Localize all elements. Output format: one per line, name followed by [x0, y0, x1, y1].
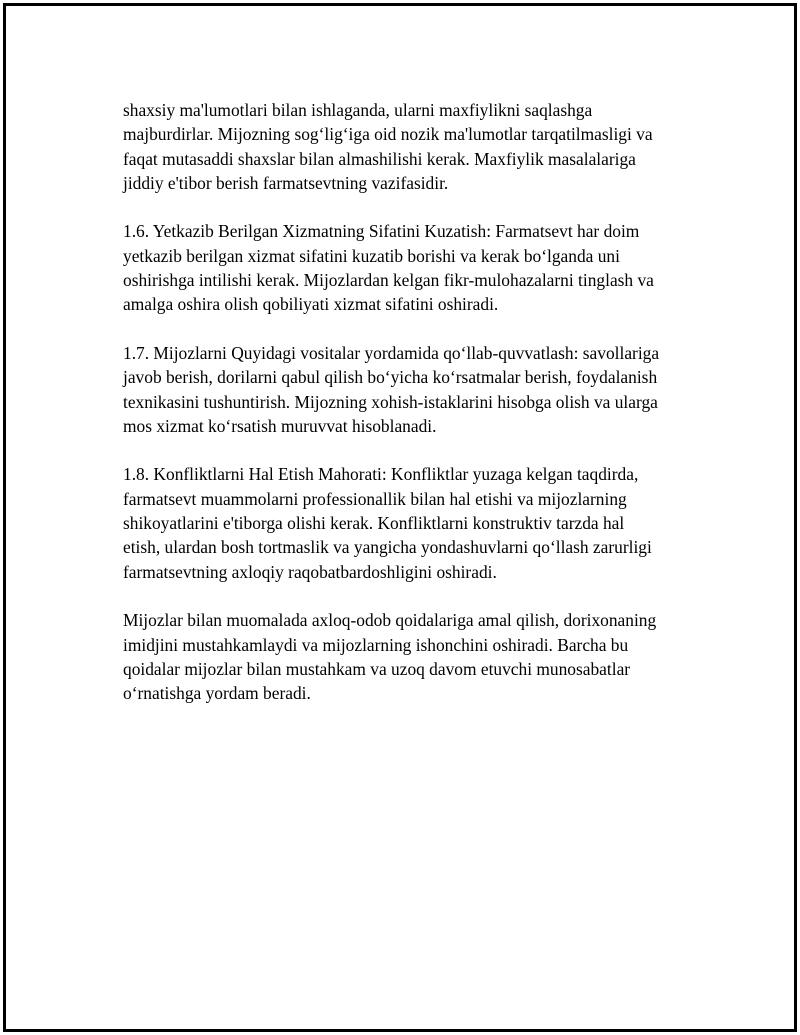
paragraph-conclusion	[123, 608, 693, 705]
page-body	[123, 98, 693, 730]
text-line: o‘rnatishga yordam beradi.	[123, 683, 311, 704]
text-line: farmatsevtning axloqiy raqobatbardoshligini oshiradi.	[123, 561, 497, 582]
text-line: 1.6. Yetkazib Berilgan Xizmatning Sifatini Kuzatish: Farmatsevt har doim	[123, 221, 640, 242]
text-line: javob berish, dorilarni qabul qilish bo‘yicha ko‘rsatmalar berish, foydalanish	[123, 367, 658, 388]
text-line: oshirishga intilishi kerak. Mijozlardan kelgan fikr-mulohazalarni tinglash va	[123, 270, 654, 291]
text-line: amalga oshira olish qobiliyati xizmat sifatini oshiradi.	[123, 294, 499, 315]
page-frame	[3, 3, 797, 1032]
text-line: 1.8. Konfliktlarni Hal Etish Mahorati: Konfliktlar yuzaga kelgan taqdirda,	[123, 464, 639, 485]
paragraph-confidentiality	[123, 98, 693, 195]
paragraph-customer-support	[123, 341, 693, 438]
text-line: texnikasini tushuntirish. Mijozning xohish-istaklarini hisobga olish va ularga	[123, 391, 658, 412]
text-line: farmatsevt muammolarni professionallik bilan hal etishi va mijozlarning	[123, 488, 627, 509]
text-line: jiddiy e'tibor berish farmatsevtning vazifasidir.	[123, 172, 449, 193]
paragraph-service-quality	[123, 219, 693, 316]
text-line: 1.7. Mijozlarni Quyidagi vositalar yordamida qo‘llab-quvvatlash: savollariga	[123, 342, 660, 363]
text-line: shaxsiy ma'lumotlari bilan ishlaganda, ularni maxfiylikni saqlashga	[123, 100, 593, 120]
text-line: etish, ulardan bosh tortmaslik va yangicha yondashuvlarni qo‘llash zarurligi	[123, 537, 652, 558]
text-line: faqat mutasaddi shaxslar bilan almashilishi kerak. Maxfiylik masalalariga	[123, 148, 636, 169]
text-line: shikoyatlarini e'tiborga olishi kerak. Konfliktlarni konstruktiv tarzda hal	[123, 513, 625, 534]
text-line: majburdirlar. Mijozning sog‘lig‘iga oid nozik ma'lumotlar tarqatilmasligi va	[123, 124, 653, 145]
text-line: mos xizmat ko‘rsatish muruvvat hisoblanadi.	[123, 415, 437, 436]
text-line: imidjini mustahkamlaydi va mijozlarning ishonchini oshiradi. Barcha bu	[123, 634, 629, 655]
paragraph-conflict-resolution	[123, 462, 693, 583]
text-line: qoidalar mijozlar bilan mustahkam va uzoq davom etuvchi munosabatlar	[123, 658, 631, 679]
text-line: Mijozlar bilan muomalada axloq-odob qoidalariga amal qilish, dorixonaning	[123, 610, 657, 631]
text-line: yetkazib berilgan xizmat sifatini kuzatib borishi va kerak bo‘lganda uni	[123, 245, 620, 266]
